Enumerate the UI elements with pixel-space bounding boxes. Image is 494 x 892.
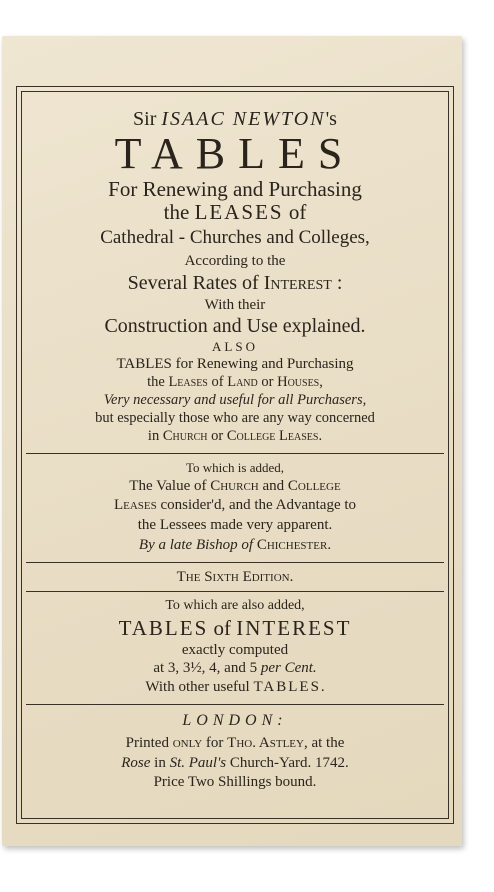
divider-rule [26, 591, 444, 592]
text-fragment: only [172, 735, 203, 751]
text-fragment: Houses [277, 373, 320, 390]
text-fragment: Church [210, 477, 259, 494]
imprint-block [22, 712, 448, 790]
text-fragment: , [319, 373, 323, 390]
text-fragment: of [283, 200, 307, 225]
text-fragment: of [207, 373, 228, 390]
text-fragment: With other useful [145, 678, 254, 695]
text-fragment: . [320, 678, 325, 695]
subtitle-line-tables-renewing [22, 356, 448, 373]
interest-other-tables [22, 679, 448, 696]
text-fragment: the [163, 200, 195, 225]
text-fragment: College Leases [226, 427, 319, 444]
subtitle-line-cathedral: Cathedral - Churches and Colleges, [100, 227, 370, 249]
subtitle-line-with-their: With their [204, 296, 266, 313]
subtitle-line-renewing: For Renewing and Purchasing [108, 177, 362, 201]
text-fragment: per Cent. [260, 660, 317, 677]
added-block [22, 461, 448, 554]
text-fragment: TABLES [116, 356, 172, 373]
main-title: TABLES [114, 129, 356, 178]
text-fragment: Chichester [256, 537, 328, 554]
text-fragment: or [207, 427, 227, 444]
divider-rule [26, 704, 444, 705]
text-fragment: and [258, 477, 288, 494]
interest-word: Interest [263, 271, 332, 294]
text-fragment: The Value of [129, 477, 211, 494]
title-block [22, 108, 448, 445]
imprint-price-line: Price Two Shillings bound. [153, 774, 317, 790]
interest-computed: exactly computed [181, 641, 289, 658]
interest-block [22, 598, 448, 695]
subtitle-line-according: According to the [184, 253, 286, 270]
text-fragment: Land [227, 373, 258, 390]
text-fragment: Church-Yard. 1742. [226, 754, 349, 771]
edition-line: The Sixth Edition. [176, 568, 294, 585]
added-leases-line [22, 497, 448, 514]
text-fragment: : [331, 271, 343, 294]
added-bishop-line [22, 537, 448, 554]
imprint-printer-line [22, 735, 448, 752]
interest-intro: To which are also added, [165, 598, 305, 614]
subtitle-line-rates [22, 272, 448, 294]
text-fragment: . [327, 537, 332, 554]
interest-heading [22, 617, 448, 640]
text-fragment: in [147, 427, 163, 444]
divider-rule [26, 453, 444, 454]
added-lessees-line: the Lessees made very apparent. [137, 516, 333, 533]
subtitle-line-purchasers: Very necessary and useful for all Purchasers, [103, 391, 367, 408]
author-name: ISAAC NEWTON [161, 108, 326, 130]
divider-rule [26, 562, 444, 563]
subtitle-line-especially: but especially those who are any way concerned [95, 409, 375, 426]
text-fragment: in [150, 754, 170, 771]
text-fragment: College [287, 477, 341, 494]
author-suffix: 's [325, 108, 337, 130]
text-fragment: , at the [303, 735, 345, 751]
author-prefix: Sir [133, 108, 162, 130]
text-fragment: consider'd, and the Advantage to [156, 497, 357, 514]
text-fragment: Several Rates of [127, 271, 264, 294]
subtitle-line-church-college [22, 429, 448, 445]
text-fragment: Tho. Astley [227, 735, 304, 751]
text-fragment: Church [162, 427, 208, 444]
text-fragment: By a late Bishop of [138, 537, 257, 554]
text-fragment: at 3, 3½, 4, and 5 [153, 660, 261, 677]
text-fragment: for Renewing and Purchasing [171, 356, 354, 373]
text-fragment: Leases [168, 373, 208, 390]
subtitle-line-construction: Construction and Use explained. [104, 315, 366, 338]
text-fragment: for [202, 735, 228, 751]
text-fragment: Leases [113, 497, 157, 514]
interest-rates [22, 660, 448, 677]
author-line [22, 108, 448, 130]
inner-border [21, 91, 449, 819]
text-fragment: INTEREST [236, 615, 352, 640]
added-intro: To which is added, [185, 459, 284, 475]
imprint-city: LONDON: [182, 712, 288, 730]
added-value-line [22, 478, 448, 495]
text-fragment: or [257, 373, 278, 390]
leases-word: LEASES [194, 200, 284, 225]
text-fragment: the [147, 373, 169, 390]
outer-border [16, 86, 454, 824]
also-heading: ALSO [212, 339, 258, 355]
text-fragment: TABLES [253, 678, 321, 695]
text-fragment: TABLES [118, 615, 209, 640]
text-fragment: St. Paul's [169, 754, 227, 771]
text-fragment: Printed [125, 735, 173, 751]
text-fragment: . [318, 427, 323, 444]
subtitle-line-land-houses [22, 375, 448, 391]
title-page [2, 36, 462, 846]
edition-block [22, 569, 448, 586]
text-fragment: Rose [121, 754, 151, 771]
text-fragment: of [208, 615, 237, 640]
subtitle-line-leases [22, 201, 448, 224]
imprint-address-line [22, 755, 448, 772]
